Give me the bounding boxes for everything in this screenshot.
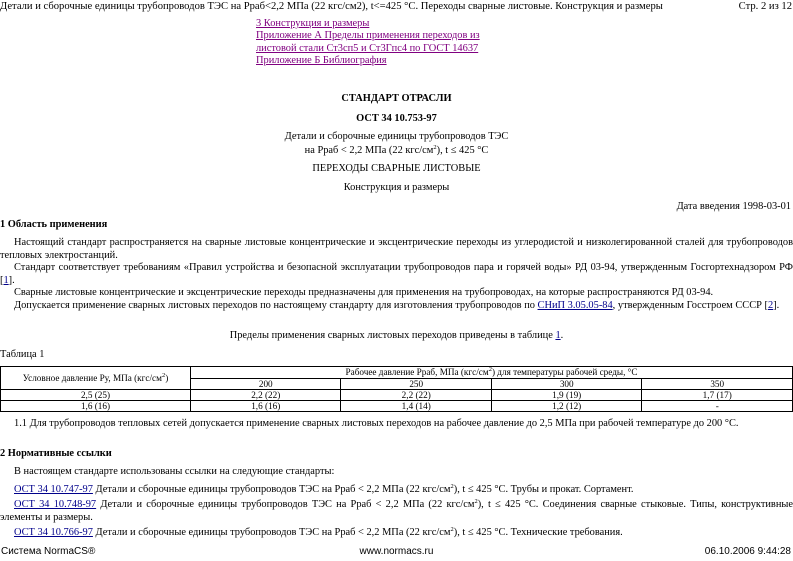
table-cell: 1,4 (14) [341, 401, 491, 412]
section-1-paragraph-5: Пределы применения сварных листовых переходов приведены в таблице 1. [229, 330, 564, 341]
reference-item: ОСТ 34 10.748-97 Детали и сборочные единицы трубопроводов ТЭС на Рраб < 2,2 МПа (22 кгс/$см^2$), t ≤ 425 °С. Соединения сварные стыковые. Типы, конструктивные элементы и размеры. [0, 498, 793, 523]
section-2-heading: 2 Нормативные ссылки [0, 448, 112, 459]
table-cell: 1,6 (16) [1, 401, 191, 412]
title-line-4: Конструкция и размеры [343, 182, 450, 193]
page-header-title: Детали и сборочные единицы трубопроводов ТЭС на Рраб<2,2 МПа (22 кгс/см2), t<=425 °С. Переходы сварные листовые. Конструкция и размеры [0, 1, 663, 12]
toc-link-appendix-a[interactable]: Приложение А Пределы применения переходов из [256, 30, 480, 42]
table-cell: 2,2 (22) [191, 390, 341, 401]
section-1-paragraph-3: Сварные листовые концентрические и эксцентрические переходы предназначены для применения на трубопроводах, на которые распространяются РД 03-94. [14, 287, 714, 298]
page-number: Стр. 2 из 12 [738, 1, 792, 12]
standard-code: ОСТ 34 10.753-97 [356, 113, 437, 124]
ref-ost-766-link[interactable]: ОСТ 34 10.766-97 [14, 527, 93, 538]
note-1-1: 1.1 Для трубопроводов тепловых сетей допускается применение сварных листовых переходов на рабочее давление до 2,5 МПа при рабочей температуре до 200 °С. [14, 418, 739, 429]
table-1-link[interactable]: 1 [555, 330, 561, 341]
table-header-temp: 300 [491, 378, 641, 390]
reference-item: ОСТ 34 10.747-97 Детали и сборочные единицы трубопроводов ТЭС на Рраб < 2,2 МПа (22 кгс/$см^2$), t ≤ 425 °С. Трубы и прокат. Сортамент. [14, 483, 634, 495]
section-1-paragraph-4: Допускается применение сварных листовых переходов по настоящему стандарту для изготовления трубопроводов по СНиП 3.05.05-84, утвержденным Госстроем СССР [2]. [14, 300, 780, 311]
table-header-temp: 350 [642, 378, 793, 390]
ref-link-2[interactable]: 2 [767, 300, 774, 311]
table-cell: 2,2 (22) [341, 390, 491, 401]
table-row [1, 390, 793, 401]
table-cell: 1,7 (17) [642, 390, 793, 401]
table-header-working-pressure: Рабочее давление Рраб, МПа $(кгс/см^2)$ для температуры рабочей среды, °С [191, 367, 793, 379]
table-cell: - [642, 401, 793, 412]
table-cell: 1,2 (12) [491, 401, 641, 412]
title-line-3: ПЕРЕХОДЫ СВАРНЫЕ ЛИСТОВЫЕ [312, 163, 481, 174]
footer-timestamp: 06.10.2006 9:44:28 [704, 546, 791, 557]
footer-url: www.normacs.ru [359, 546, 434, 557]
toc-link-section3[interactable]: 3 Конструкция и размеры [256, 18, 370, 29]
footer-left: Система NormaCS® [1, 546, 96, 557]
ref-ost-748-link[interactable]: ОСТ 34 10.748-97 [14, 499, 97, 510]
section-2-intro: В настоящем стандарте использованы ссылки на следующие стандарты: [14, 466, 335, 477]
ref-link-1[interactable]: 1 [3, 274, 9, 286]
table-1-caption: Таблица 1 [0, 349, 45, 360]
toc-link-appendix-b[interactable]: Приложение Б Библиография [256, 54, 387, 66]
toc-link-appendix-a-cont[interactable]: листовой стали Ст3сп5 и Ст3Гпс4 по ГОСТ 14637 [256, 42, 479, 54]
standard-heading: СТАНДАРТ ОТРАСЛИ [341, 93, 452, 104]
table-header-temp: 200 [191, 378, 341, 390]
section-1-paragraph-2: Стандарт соответствует требованиям «Правил устройства и безопасной эксплуатации трубопроводов пара и горячей воды» РД 03-94, утвержденным Госгортехнадзором РФ [1]. [0, 262, 793, 286]
section-1-paragraph-1: Настоящий стандарт распространяется на сварные листовые концентрические и эксцентрические переходы из углеродистой и низколегированной сталей для трубопроводов тепловых электростанций. [0, 237, 793, 261]
ref-ost-747-link[interactable]: ОСТ 34 10.747-97 [14, 484, 93, 495]
title-line-1: Детали и сборочные единицы трубопроводов ТЭС [284, 131, 509, 142]
table-cell: 2,5 (25) [1, 390, 191, 401]
table-cell: 1,6 (16) [191, 401, 341, 412]
section-1-heading: 1 Область применения [0, 219, 108, 230]
table-row [1, 401, 793, 412]
table-of-contents [256, 18, 480, 67]
table-cell: 1,9 (19) [491, 390, 641, 401]
intro-date: Дата введения 1998-03-01 [676, 201, 791, 212]
snip-link[interactable]: СНиП 3.05.05-84 [537, 300, 613, 311]
title-line-2: на Рраб < 2,2 МПа (22 кгс/$см^2$), t ≤ 425 °С [304, 144, 489, 156]
table-1 [0, 366, 793, 412]
reference-item: ОСТ 34 10.766-97 Детали и сборочные единицы трубопроводов ТЭС на Рраб < 2,2 МПа (22 кгс/$см^2$), t ≤ 425 °С. Технические требования. [14, 526, 623, 538]
table-header-temp: 250 [341, 378, 491, 390]
table-header-nominal-pressure: Условное давление Ру, МПа $(кгс/см^2)$ [1, 367, 191, 390]
